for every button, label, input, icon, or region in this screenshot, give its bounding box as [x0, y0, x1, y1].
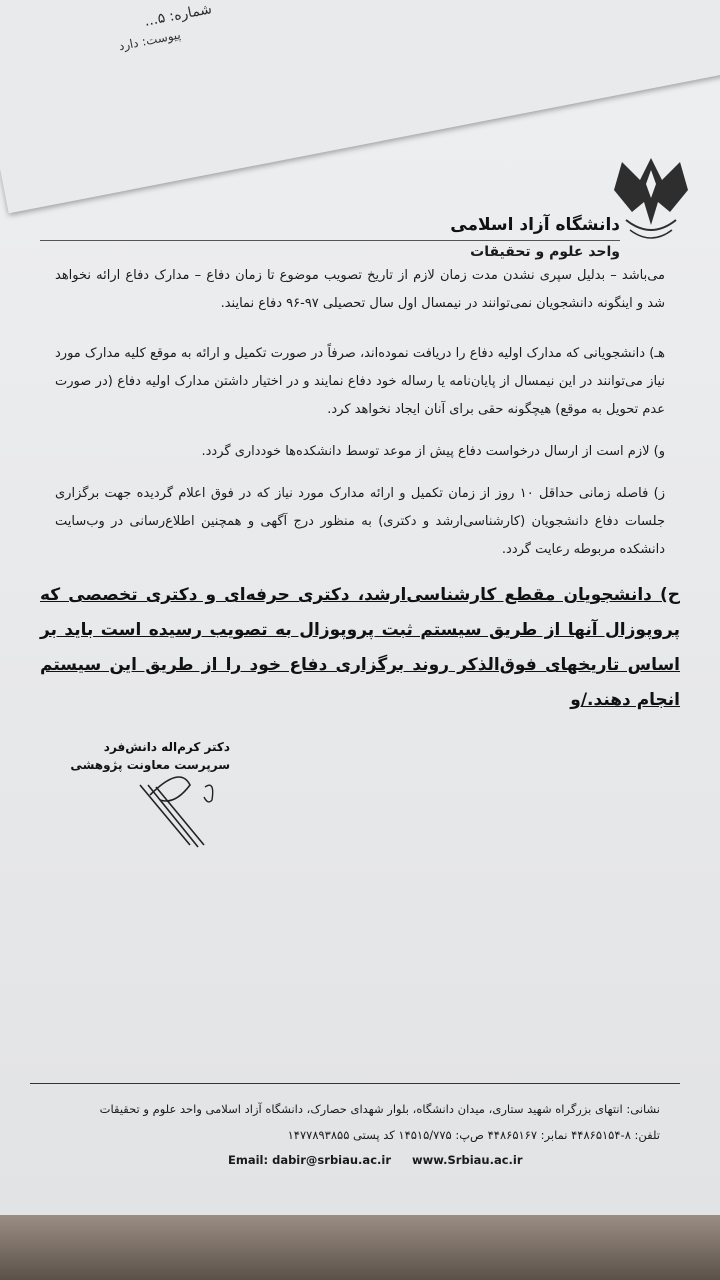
desk-surface [0, 1215, 720, 1280]
footer-website: www.Srbiau.ac.ir [412, 1153, 523, 1167]
footer-phone: تلفن: ۸-۴۴۸۶۵۱۵۴ نمابر: ۴۴۸۶۵۱۶۷ ص‌پ: ۱۴۵۱۵/۷۷۵ کد پستی ۱۴۷۷۸۹۳۸۵۵ [287, 1128, 660, 1142]
header-divider [40, 240, 620, 241]
branch-name: واحد علوم و تحقیقات [470, 244, 620, 260]
footer-divider [30, 1083, 680, 1084]
paragraph-ze: ز) فاصله زمانی حداقل ۱۰ روز از زمان تکمیل و ارائه مدارک مورد نیاز که در فوق اعلام گردیده جهت برگزاری جلسات دفاع دانشجویان (کارشناسی‌ارشد و دکتری) به منظور درج آگهی و همچنین اطلاع‌رسانی در وب‌سایت دانشکده مربوطه رعایت گردد. [55, 486, 665, 557]
paragraph-he-jim: ح) دانشجویان مقطع کارشناسی‌ارشد، دکتری حرفه‌ای و دکتری تخصصی که پروپوزال آنها از طریق سیستم ثبت پروپوزال به تصویب رسیده است باید بر اساس تاریخهای فوق‌الذکر روند برگزاری دفاع خود را از طریق این سیستم انجام دهند./و [40, 585, 680, 710]
paragraph-1: می‌باشد – بدلیل سپری نشدن مدت زمان لازم از تاریخ تصویب موضوع تا زمان دفاع – مدارک دفاع ارائه نخواهد شد و اینگونه دانشجویان نمی‌توانند در نیمسال اول سال تحصیلی ۹۷-۹۶ دفاع نمایند. [55, 268, 665, 311]
signatory-title: سرپرست معاونت پژوهشی [70, 758, 230, 772]
university-logo-icon [610, 150, 692, 250]
attachment-label: پیوست: دارد [117, 27, 182, 54]
signatory-name: دکتر کرم‌اله دانش‌فرد [103, 740, 230, 754]
paragraph-vav: و) لازم است از ارسال درخواست دفاع پیش از موعد توسط دانشکده‌ها خودداری گردد. [201, 444, 665, 459]
university-name: دانشگاه آزاد اسلامی [450, 215, 620, 235]
footer-address: نشانی: انتهای بزرگراه شهید ستاری، میدان دانشگاه، بلوار شهدای حصارک، دانشگاه آزاد اسلامی واحد علوم و تحقیقات [99, 1102, 660, 1116]
paragraph-he: هـ) دانشجویانی که مدارک اولیه دفاع را دریافت نموده‌اند، صرفاً در صورت تکمیل و ارائه به موقع کلیه مدارک مورد نیاز می‌توانند در این نیمسال از پایان‌نامه یا رساله خود دفاع نمایند و در اختیار داشتن مدارک اولیه دفاع (در صورت عدم تحویل به موقع) هیچگونه حقی برای آنان ایجاد نخواهد کرد. [55, 346, 665, 417]
footer-email: Email: dabir@srbiau.ac.ir [228, 1153, 391, 1167]
letter-number-label: شماره: ۵... [143, 1, 214, 30]
handwritten-signature-icon [120, 755, 240, 855]
